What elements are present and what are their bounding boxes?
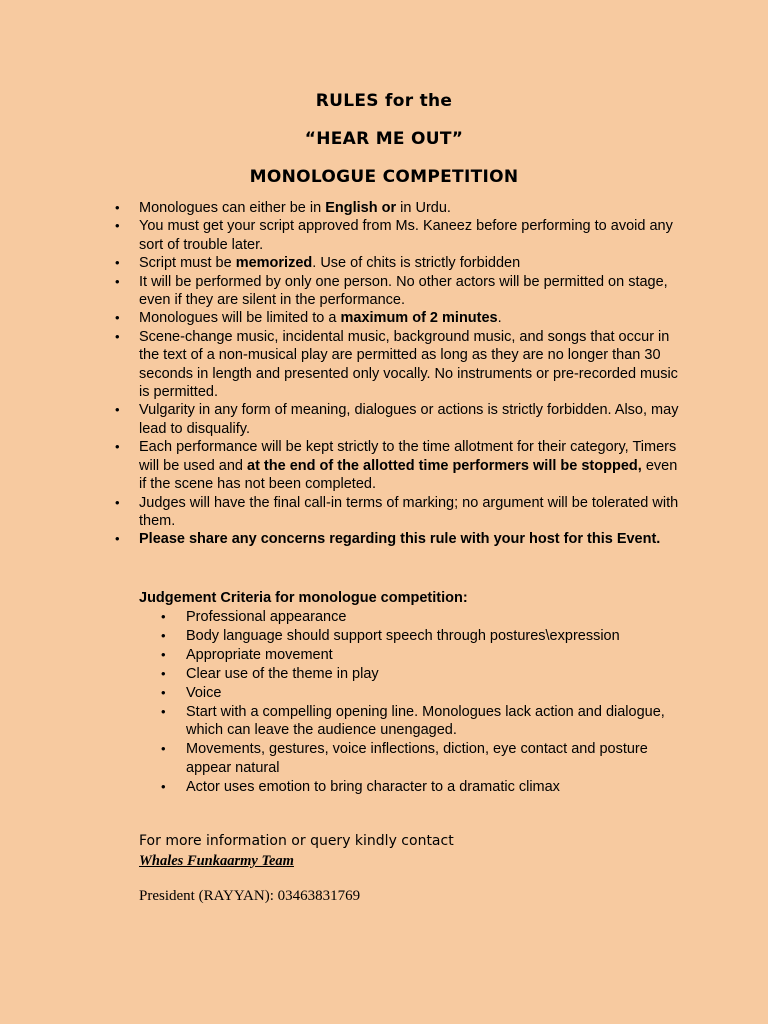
bullet-icon: • <box>161 778 166 794</box>
contact-text: For more information or query kindly contact <box>139 833 454 849</box>
bullet-icon: • <box>161 704 166 719</box>
bullet-icon: • <box>161 609 166 624</box>
rule-item: • Each performance will be kept strictly to the time allotment for their category, Timers will be used and at the end of the allotted time performers will be stopped, even if the scene has not been completed. <box>115 439 678 493</box>
rule-item: • Judges will have the final call-in terms of marking; no argument will be tolerated with them. <box>115 494 679 529</box>
bullet-icon: • <box>161 685 166 700</box>
title-line-1: RULES for the <box>315 91 453 111</box>
criteria-list <box>161 608 676 797</box>
bullet-icon: • <box>115 273 120 289</box>
bullet-icon: • <box>161 647 166 662</box>
rule-item: • It will be performed by only one person. No other actors will be permitted on stage, even if they are silent in the performance. <box>115 273 668 309</box>
title-line-3: MONOLOGUE COMPETITION <box>249 167 519 187</box>
rule-item: • You must get your script approved from Ms. Kaneez before performing to avoid any sort of trouble later. <box>115 218 673 253</box>
president-contact: President (RAYYAN): 03463831769 <box>139 888 361 904</box>
bullet-icon: • <box>115 200 120 215</box>
rule-item: • Monologues will be limited to a maximum of 2 minutes. <box>115 310 502 327</box>
rule-item: • Please share any concerns regarding this rule with your host for this Event. <box>115 531 661 548</box>
criteria-item: • Actor uses emotion to bring character to a dramatic climax <box>161 778 560 795</box>
criteria-item: • Body language should support speech through postures\expression <box>161 628 620 644</box>
criteria-item: • Appropriate movement <box>161 647 333 663</box>
bullet-icon: • <box>115 310 120 326</box>
criteria-item: • Movements, gestures, voice inflections, diction, eye contact and posture appear natural <box>161 741 648 776</box>
bullet-icon: • <box>161 628 166 643</box>
bullet-icon: • <box>161 741 166 757</box>
bullet-icon: • <box>115 218 120 234</box>
bullet-icon: • <box>115 255 120 271</box>
criteria-item: • Voice <box>161 685 222 701</box>
rule-item: • Vulgarity in any form of meaning, dialogues or actions is strictly forbidden. Also, may lead to disqualify. <box>115 402 679 437</box>
bullet-icon: • <box>115 402 120 418</box>
title-line-2: “HEAR ME OUT” <box>304 129 464 149</box>
criteria-heading: Judgement Criteria for monologue competition: <box>139 590 468 606</box>
criteria-item: • Start with a compelling opening line. Monologues lack action and dialogue, which can leave the audience unengaged. <box>161 704 665 739</box>
bullet-icon: • <box>115 328 120 344</box>
criteria-item: • Professional appearance <box>161 609 347 625</box>
rule-item: • Script must be memorized. Use of chits is strictly forbidden <box>115 255 521 272</box>
bullet-icon: • <box>115 531 120 547</box>
bullet-icon: • <box>115 439 120 455</box>
criteria-item: • Clear use of the theme in play <box>161 666 379 682</box>
rules-list <box>115 199 679 549</box>
bullet-icon: • <box>115 494 120 510</box>
rule-item: • Monologues can either be in English or in Urdu. <box>115 200 451 216</box>
rule-item: • Scene-change music, incidental music, background music, and songs that occur in the text of a non-musical play are permitted as long as they are no longer than 30 seconds in length and presented only vocally. No instruments or pre-recorded music is permitted. <box>115 328 678 401</box>
bullet-icon: • <box>161 666 166 681</box>
team-name: Whales Funkaarmy Team <box>139 853 294 869</box>
